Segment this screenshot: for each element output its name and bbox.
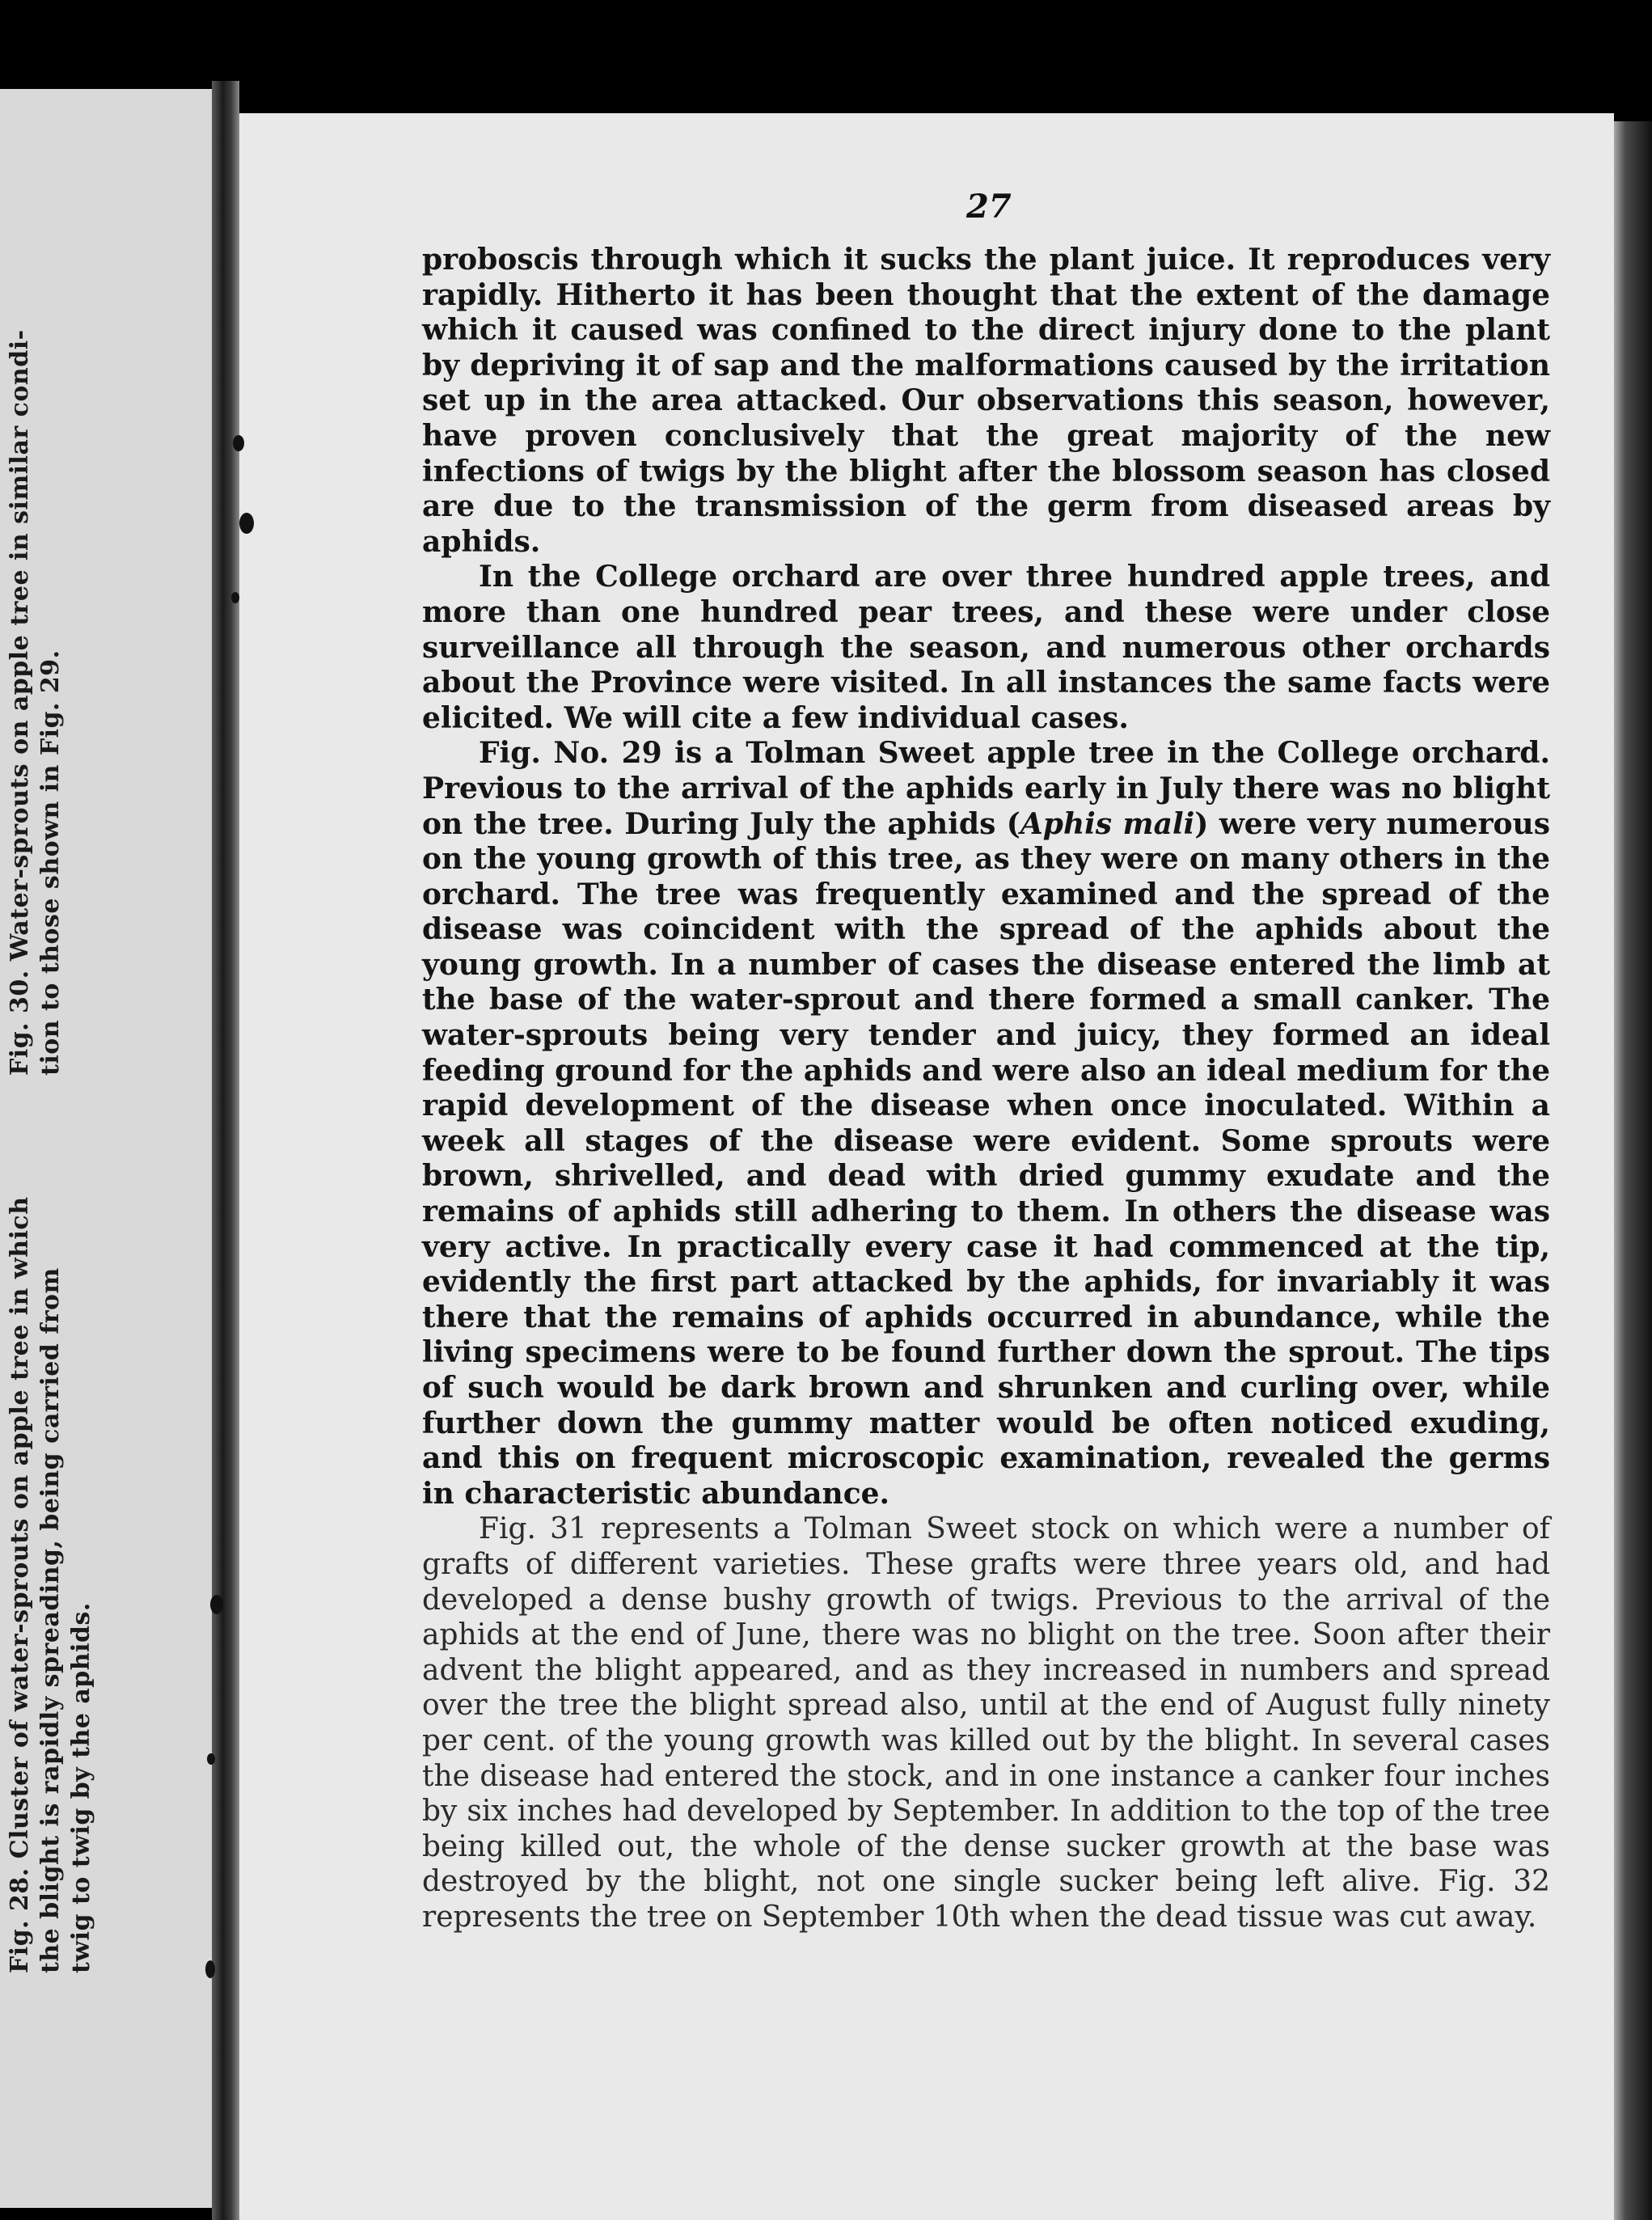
binding-hole: [210, 1595, 223, 1614]
caption-line: Fig. 30. Water-sprouts on apple tree in similar condi-: [6, 329, 34, 1076]
paragraph-text: Fig. No. 29 is a Tolman Sweet apple tree in the College orchard. Previous to the arrival of the aphids early in July there was no blight on the tree. During July the aphids (: [422, 736, 1550, 841]
paragraph: Fig. 31 represents a Tolman Sweet stock on which were a number of grafts of different varieties. These grafts were three years old, and had developed a dense bushy growth of twigs. Previous to the arrival of the aphids at the end of June, there was no blight on the tree. Soon after their advent the blight appeared, and as they increased in numbers and spread over the tree the blight spread also, until at the end of August fully ninety per cent. of the young growth was killed out by the blight. In several cases the disease had entered the stock, and in one instance a canker four inches by six inches had developed by September. In addition to the top of the tree being killed out, the whole of the dense sucker growth at the base was destroyed by the blight, not one single sucker being left alive. Fig. 32 represents the tree on September 10th when the dead tissue was cut away.: [422, 1512, 1550, 1934]
page-number: 27: [966, 188, 1012, 226]
paragraph: [422, 736, 1550, 1512]
species-name: Aphis mali: [1020, 806, 1195, 841]
binding-hole: [231, 592, 239, 603]
paragraph: In the College orchard are over three hundred apple trees, and more than one hundred pear trees, and these were under close surveillance all through the season, and numerous other orchards about the Province were visited. In all instances the same facts were elicited. We will cite a few individual cases.: [422, 560, 1550, 735]
binding-hole: [205, 1960, 215, 1978]
book-gutter: [212, 81, 239, 2220]
binding-hole: [233, 435, 244, 451]
caption-line: Fig. 28. Cluster of water-sprouts on apple tree in which: [6, 1196, 34, 1973]
paragraph-text: ) were very numerous on the young growth of this tree, as they were on many others in the orchard. The tree was frequently examined and the spread of the disease was coincident with the spread of the aphids about the young growth. In a number of cases the disease entered the limb at the base of the water-sprout and there formed a small canker. The water-sprouts being very tender and juicy, they formed an ideal feeding ground for the aphids and were also an ideal medium for the rapid development of the disease when once inoculated. Within a week all stages of the disease were evident. Some sprouts were brown, shrivelled, and dead with dried gummy exudate and the remains of aphids still adhering to them. In others the disease was very active. In practically every case it had commenced at the tip, evidently the first part attacked by the aphids, for invariably it was there that the remains of aphids occurred in abundance, while the living specimens were to be found further down the sprout. The tips of such would be dark brown and shrunken and curling over, while further down the gummy matter would be often noticed exuding, and this on frequent microscopic examination, revealed the germs in characteristic abundance.: [422, 806, 1550, 1511]
figure-28-caption: [5, 1196, 97, 1973]
caption-line: twig to twig by the aphids.: [67, 1602, 95, 1973]
paragraph: proboscis through which it sucks the plant juice. It reproduces very rapidly. Hitherto it has been thought that the extent of the damage which it caused was confined to the direct injury done to the plant by depriving it of sap and the malformations caused by the irritation set up in the area attacked. Our observations this season, however, have proven conclusively that the great majority of the new infections of twigs by the blight after the blossom season has closed are due to the transmission of the germ from diseased areas by aphids.: [422, 243, 1550, 559]
figure-30-caption: [5, 329, 66, 1076]
binding-hole: [239, 513, 254, 534]
caption-line: the blight is rapidly spreading, being carried from: [36, 1267, 65, 1973]
binding-hole: [207, 1753, 215, 1765]
page-body: [422, 243, 1550, 1935]
page-edge-shadow: [1614, 121, 1652, 2220]
caption-line: tion to those shown in Fig. 29.: [36, 649, 65, 1076]
